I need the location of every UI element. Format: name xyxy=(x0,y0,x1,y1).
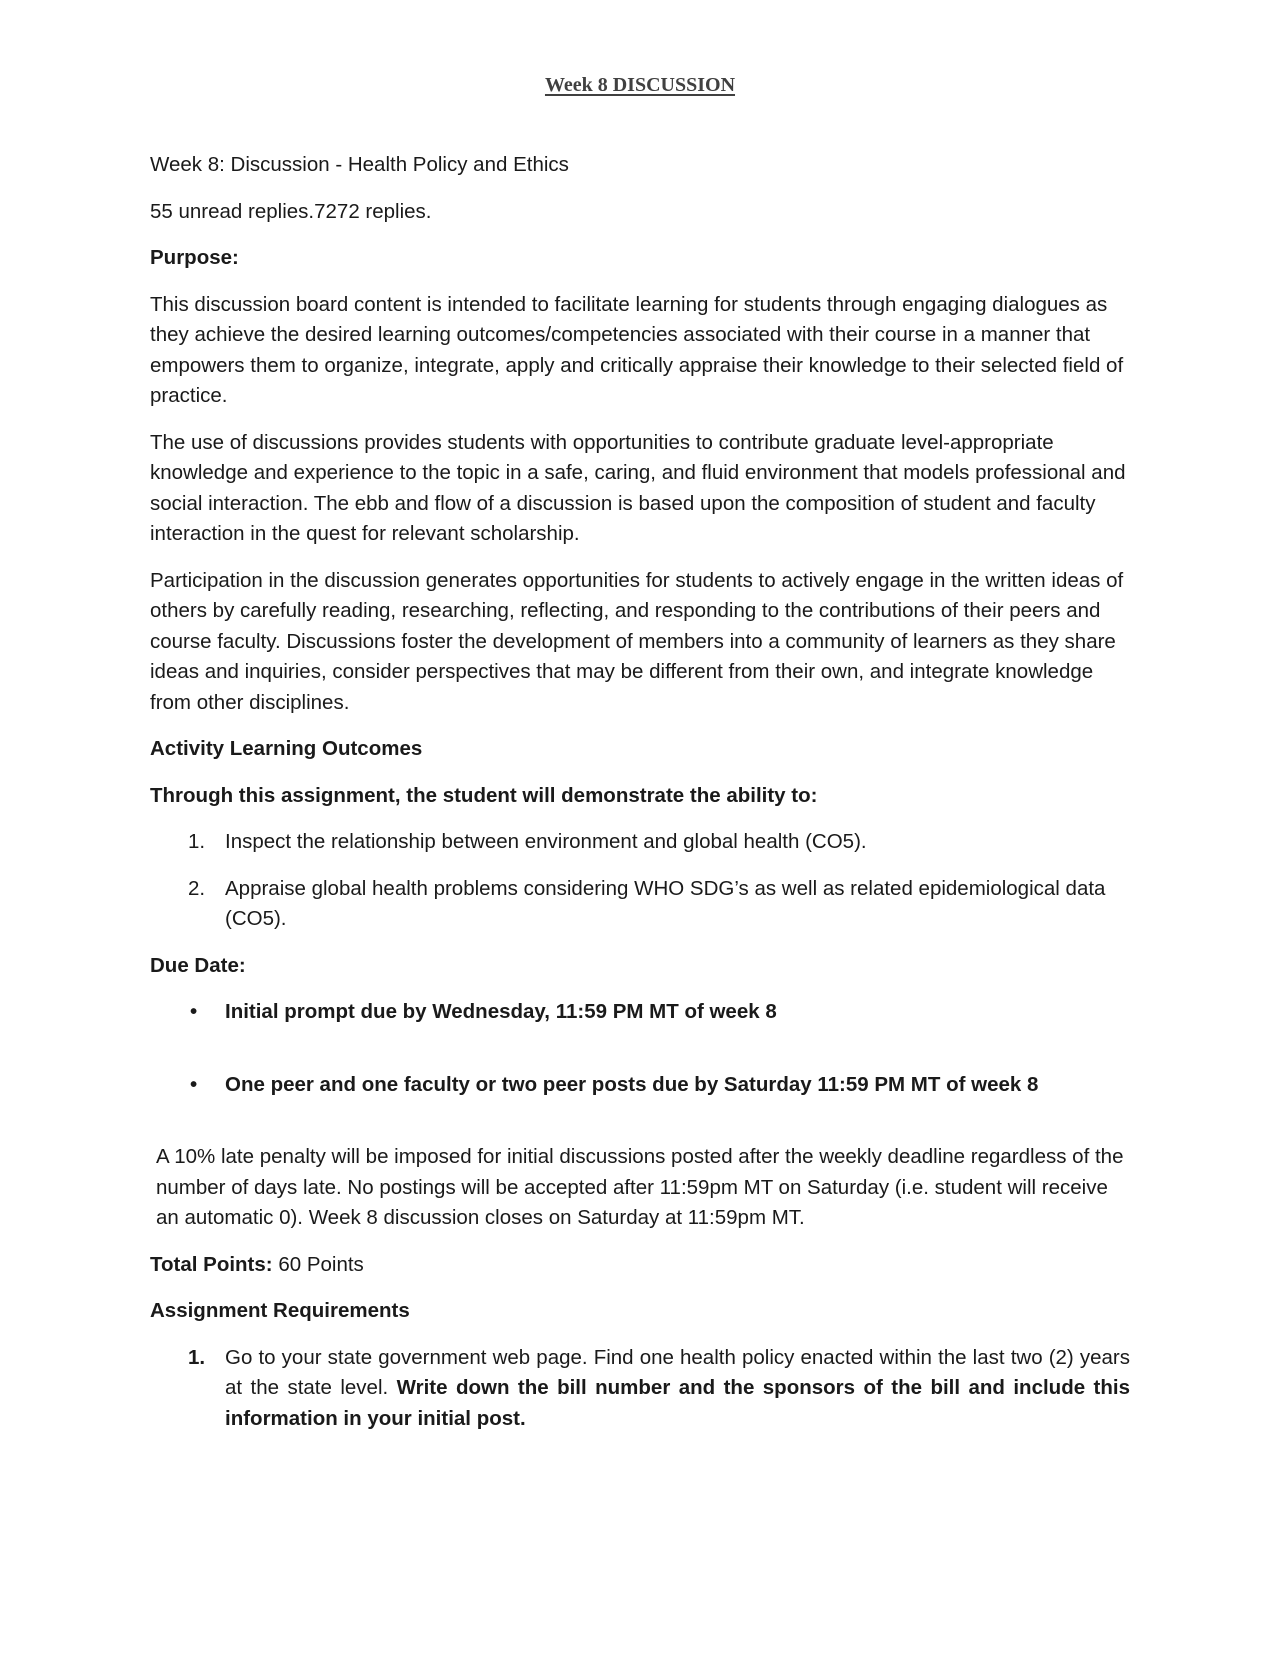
requirement-item xyxy=(150,1343,1130,1435)
due-date-label: Due Date: xyxy=(150,953,246,977)
purpose-paragraph-1: This discussion board content is intended to facilitate learning for students through engaging dialogues as they achieve the desired learning outcomes/competencies associated with their course in a manner that empowers them to organize, integrate, apply and critically appraise their knowledge to their selected field of practice. xyxy=(150,292,1124,407)
outcomes-heading: Activity Learning Outcomes xyxy=(150,737,423,760)
bullet-icon: • xyxy=(190,1072,198,1096)
requirements-heading: Assignment Requirements xyxy=(150,1299,410,1322)
purpose-label: Purpose: xyxy=(150,246,239,269)
due-date-text: One peer and one faculty or two peer posts due by Saturday 11:59 PM MT of week 8 xyxy=(225,1072,1039,1096)
due-date-item xyxy=(150,997,1130,1028)
requirement-text: Go to your state government web page. Find one health policy enacted within the last two (2) years at the state level. xyxy=(225,1345,1130,1399)
purpose-paragraph-3: Participation in the discussion generates opportunities for students to actively engage in the written ideas of others by carefully reading, researching, reflecting, and responding to the contributions of their peers and course faculty. Discussions foster the development of members into a community of learners as they share ideas and inquiries, consider perspectives that may be different from their own, and integrate knowledge from other disciplines. xyxy=(150,568,1124,714)
requirements-list xyxy=(150,1343,1130,1435)
bullet-icon: • xyxy=(190,1000,198,1023)
requirement-bold-text: Write down the bill number and the sponsors of the bill and include this information in your initial post. xyxy=(225,1376,1131,1430)
late-policy: A 10% late penalty will be imposed for initial discussions posted after the weekly deadline regardless of the number of days late. No postings will be accepted after 11:59pm MT on Saturday (i.e. student will receive an automatic 0). Week 8 discussion closes on Saturday at 11:59pm MT. xyxy=(156,1145,1124,1229)
outcome-item xyxy=(150,827,1130,858)
outcomes-list xyxy=(150,827,1130,935)
document-title-text: Week 8 DISCUSSION xyxy=(544,74,736,96)
outcome-number: 2. xyxy=(188,876,206,900)
total-points xyxy=(150,1250,1130,1281)
outcomes-intro: Through this assignment, the student will demonstrate the ability to: xyxy=(150,783,818,807)
requirement-number: 1. xyxy=(188,1345,206,1369)
due-date-item xyxy=(150,1070,1130,1101)
document-title xyxy=(150,74,1130,97)
outcome-number: 1. xyxy=(188,830,206,853)
document-body xyxy=(150,150,1130,1450)
discussion-heading: Week 8: Discussion - Health Policy and Ethics xyxy=(150,153,569,176)
outcome-text: Appraise global health problems considering WHO SDG’s as well as related epidemiological data (CO5). xyxy=(225,876,1106,930)
total-points-label: Total Points: xyxy=(150,1252,273,1276)
requirement-text-block xyxy=(225,1343,1130,1435)
purpose-paragraph-2: The use of discussions provides students with opportunities to contribute graduate level-appropriate knowledge and experience to the topic in a safe, caring, and fluid environment that models professional and social interaction. The ebb and flow of a discussion is based upon the composition of student and faculty interaction in the quest for relevant scholarship. xyxy=(150,430,1126,545)
replies-count: 55 unread replies.7272 replies. xyxy=(150,199,432,223)
due-date-text: Initial prompt due by Wednesday, 11:59 PM MT of week 8 xyxy=(225,1000,777,1023)
outcome-item xyxy=(150,874,1130,935)
outcome-text: Inspect the relationship between environment and global health (CO5). xyxy=(225,830,867,853)
due-date-list xyxy=(150,997,1130,1100)
total-points-value: 60 Points xyxy=(278,1252,364,1276)
